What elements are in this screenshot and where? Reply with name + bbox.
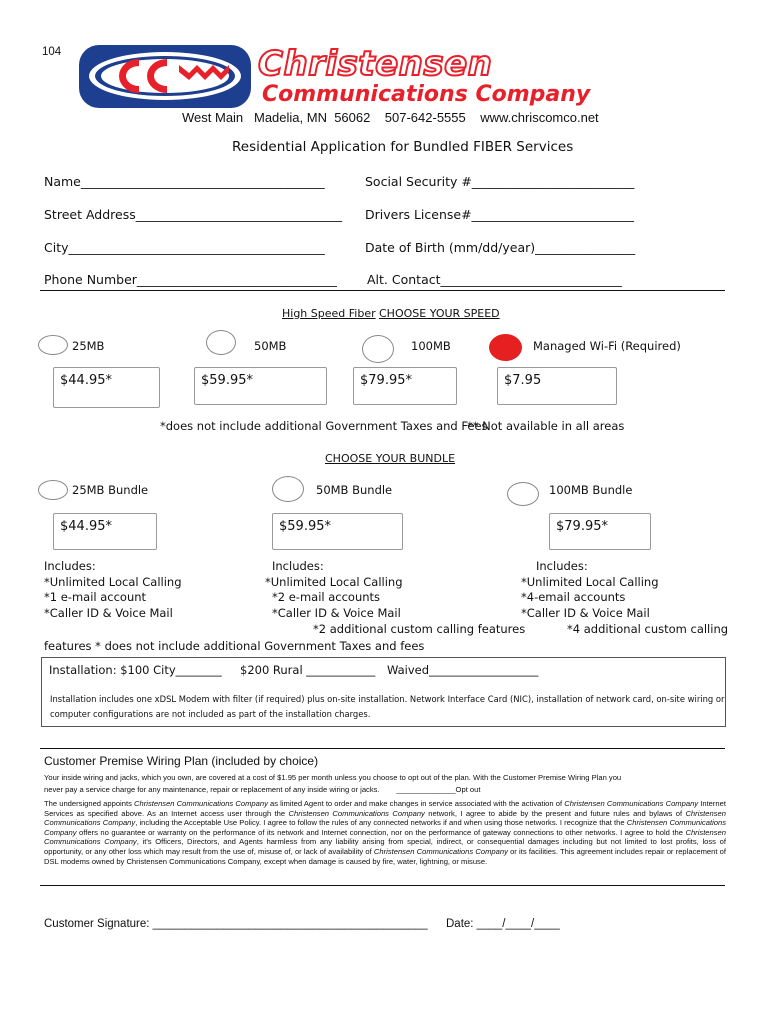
agreement-divider xyxy=(40,885,725,886)
ssn-field[interactable]: Social Security #__________________________ xyxy=(365,174,635,189)
bundle-25mb-includes xyxy=(44,559,182,622)
agreement-paragraph xyxy=(44,799,726,866)
agreement-company: Christensen Communications Company xyxy=(44,827,726,847)
speed-50mb-price: $59.95* xyxy=(194,367,327,405)
wiring-plan-line1: Your inside wiring and jacks, which you own, are covered at a cost of $1.95 per month unless you choose to opt out of the plan. With the Customer Premise Wiring Plan you xyxy=(44,773,622,782)
company-name-line2: Communications Company xyxy=(262,82,591,107)
include-item: *Caller ID & Voice Mail xyxy=(521,606,650,621)
bundle-50mb-radio[interactable] xyxy=(272,476,304,502)
bundle-100mb-price: $79.95* xyxy=(549,513,651,550)
installation-note-line1: Installation includes one xDSL Modem with filter (if required) plus on-site installation. Network Interface Card (NIC), installation of network card, on-site wiring or xyxy=(50,694,725,704)
managed-wifi-price: $7.95 xyxy=(497,367,617,405)
include-item: *Unlimited Local Calling xyxy=(265,574,403,589)
speed-25mb-price: $44.95* xyxy=(53,367,160,408)
agreement-text: network, I agree to abide by the present and future rules and bylaws of xyxy=(424,808,686,818)
managed-wifi-label: Managed Wi-Fi (Required) xyxy=(533,339,681,353)
agreement-text: Internet Services as specified above. As an Internet access user through the xyxy=(44,799,726,818)
include-item: *1 e-mail account xyxy=(44,590,147,605)
drivers-license-field[interactable]: Drivers License#__________________________ xyxy=(365,207,635,222)
company-logo-mark xyxy=(79,45,251,108)
bundle-50mb-label: 50MB Bundle xyxy=(316,483,393,497)
bundle-50mb-includes xyxy=(265,559,525,638)
form-title: Residential Application for Bundled FIBER Services xyxy=(232,139,574,155)
section-divider xyxy=(40,290,725,291)
company-address: West Main Madelia, MN 56062 507-642-5555 www.chriscomco.net xyxy=(182,110,599,125)
include-item: *4 additional custom calling xyxy=(567,621,729,636)
bundle-25mb-radio[interactable] xyxy=(38,480,68,500)
agreement-text: as limited Agent to order and make changes in service associated with the activation of xyxy=(267,799,565,808)
bundle-100mb-label: 100MB Bundle xyxy=(549,483,633,497)
bundle-100mb-radio[interactable] xyxy=(507,482,539,506)
taxes-note: *does not include additional Government Taxes and Fees xyxy=(160,419,488,433)
include-item: *Unlimited Local Calling xyxy=(521,574,659,589)
agreement-text: offers no guarantee or warranty on the performance of its network and Internet connection, nor on the performance of gateway connections to other networks. I agree to hold the xyxy=(76,827,686,837)
include-item: *2 additional custom calling features xyxy=(313,621,526,636)
speed-100mb-label: 100MB xyxy=(411,339,451,353)
speed-50mb-label: 50MB xyxy=(254,339,287,353)
phone-number-field[interactable]: Phone Number________________________________ xyxy=(44,272,337,287)
page-number: 104 xyxy=(42,46,62,58)
speed-100mb-price: $79.95* xyxy=(353,367,457,405)
include-item: *4-email accounts xyxy=(521,590,626,605)
agreement-company: Christensen Communications Company xyxy=(134,799,268,808)
managed-wifi-radio[interactable] xyxy=(489,334,522,361)
agreement-text: , including the Acceptable Use Policy. I agree to follow the rules of any connected networks if and when using those networks. I recognize that the xyxy=(135,818,627,828)
bundle-50mb-price: $59.95* xyxy=(272,513,403,550)
bundle-25mb-label: 25MB Bundle xyxy=(72,483,149,497)
wiring-plan-title: Customer Premise Wiring Plan (included by choice) xyxy=(44,754,319,768)
agreement-text: or its facilities. This agreement includes repair or replacement of DSL modems owned by Christensen Communications Company, except when damage is caused by fire, water, lightning, or misuse. xyxy=(44,846,726,866)
includes-heading: Includes: xyxy=(44,559,96,573)
speed-25mb-radio[interactable] xyxy=(38,335,68,355)
agreement-company: Christensen Communications Company xyxy=(288,808,425,818)
include-item: *Caller ID & Voice Mail xyxy=(272,606,401,621)
installation-waived-field[interactable]: Waived___________________ xyxy=(387,663,539,677)
bundle-footnote: features * does not include additional Government Taxes and fees xyxy=(44,639,425,653)
agreement-company: Christensen Communications Company xyxy=(373,846,508,856)
bundle-heading: CHOOSE YOUR BUNDLE xyxy=(325,452,456,465)
include-item: *Caller ID & Voice Mail xyxy=(44,606,173,621)
alt-contact-field[interactable]: Alt. Contact_____________________________ xyxy=(367,272,622,287)
agreement-company: Christensen Communications Company xyxy=(44,818,726,837)
wiring-plan-line2[interactable]: never pay a service charge for any maintenance, repair or replacement of any inside wiring or jacks. ______________Opt out xyxy=(44,785,481,794)
street-address-field[interactable]: Street Address_________________________________ xyxy=(44,207,342,222)
bundle-100mb-includes xyxy=(521,559,728,638)
speed-heading-left: High Speed Fiber xyxy=(282,307,376,320)
customer-signature-field[interactable]: Customer Signature: ___________________________________________ xyxy=(44,918,428,930)
speed-100mb-radio[interactable] xyxy=(362,335,394,363)
installation-note-line2: computer configurations are not included as part of the installation charges. xyxy=(50,709,371,719)
company-logo xyxy=(79,45,251,108)
speed-heading-right: CHOOSE YOUR SPEED xyxy=(379,307,500,320)
agreement-text: The undersigned appoints xyxy=(44,799,135,808)
include-item: *Unlimited Local Calling xyxy=(44,574,182,589)
includes-heading: Includes: xyxy=(272,559,324,573)
city-field[interactable]: City_________________________________________ xyxy=(44,240,325,255)
agreement-text: , it's Officers, Directors, and Agents harmless from any liability arising from special, indirect, or consequential damages including but not limited to lost profits, loss of opportunity, or any other loss which may result from the use of, misuse of, or lack of availability of xyxy=(44,837,726,856)
agreement-company: Christensen Communications Company xyxy=(44,808,726,828)
name-field[interactable]: Name_______________________________________ xyxy=(44,174,325,189)
include-item: *2 e-mail accounts xyxy=(272,590,381,605)
wiring-divider xyxy=(40,748,725,749)
installation-rural-field[interactable]: $200 Rural ____________ xyxy=(240,663,376,677)
company-name-line1: Christensen xyxy=(258,44,493,84)
bundle-25mb-price: $44.95* xyxy=(53,513,157,550)
agreement-company: Christensen Communications Company xyxy=(564,799,699,808)
installation-city-field[interactable]: Installation: $100 City________ xyxy=(49,663,222,677)
date-of-birth-field[interactable]: Date of Birth (mm/dd/year)________________ xyxy=(365,240,636,255)
includes-heading: Includes: xyxy=(536,559,588,573)
speed-50mb-radio[interactable] xyxy=(206,330,236,355)
signature-date-field[interactable]: Date: ____/____/____ xyxy=(446,918,560,930)
speed-25mb-label: 25MB xyxy=(72,339,105,353)
availability-note: ** Not available in all areas xyxy=(467,419,625,433)
